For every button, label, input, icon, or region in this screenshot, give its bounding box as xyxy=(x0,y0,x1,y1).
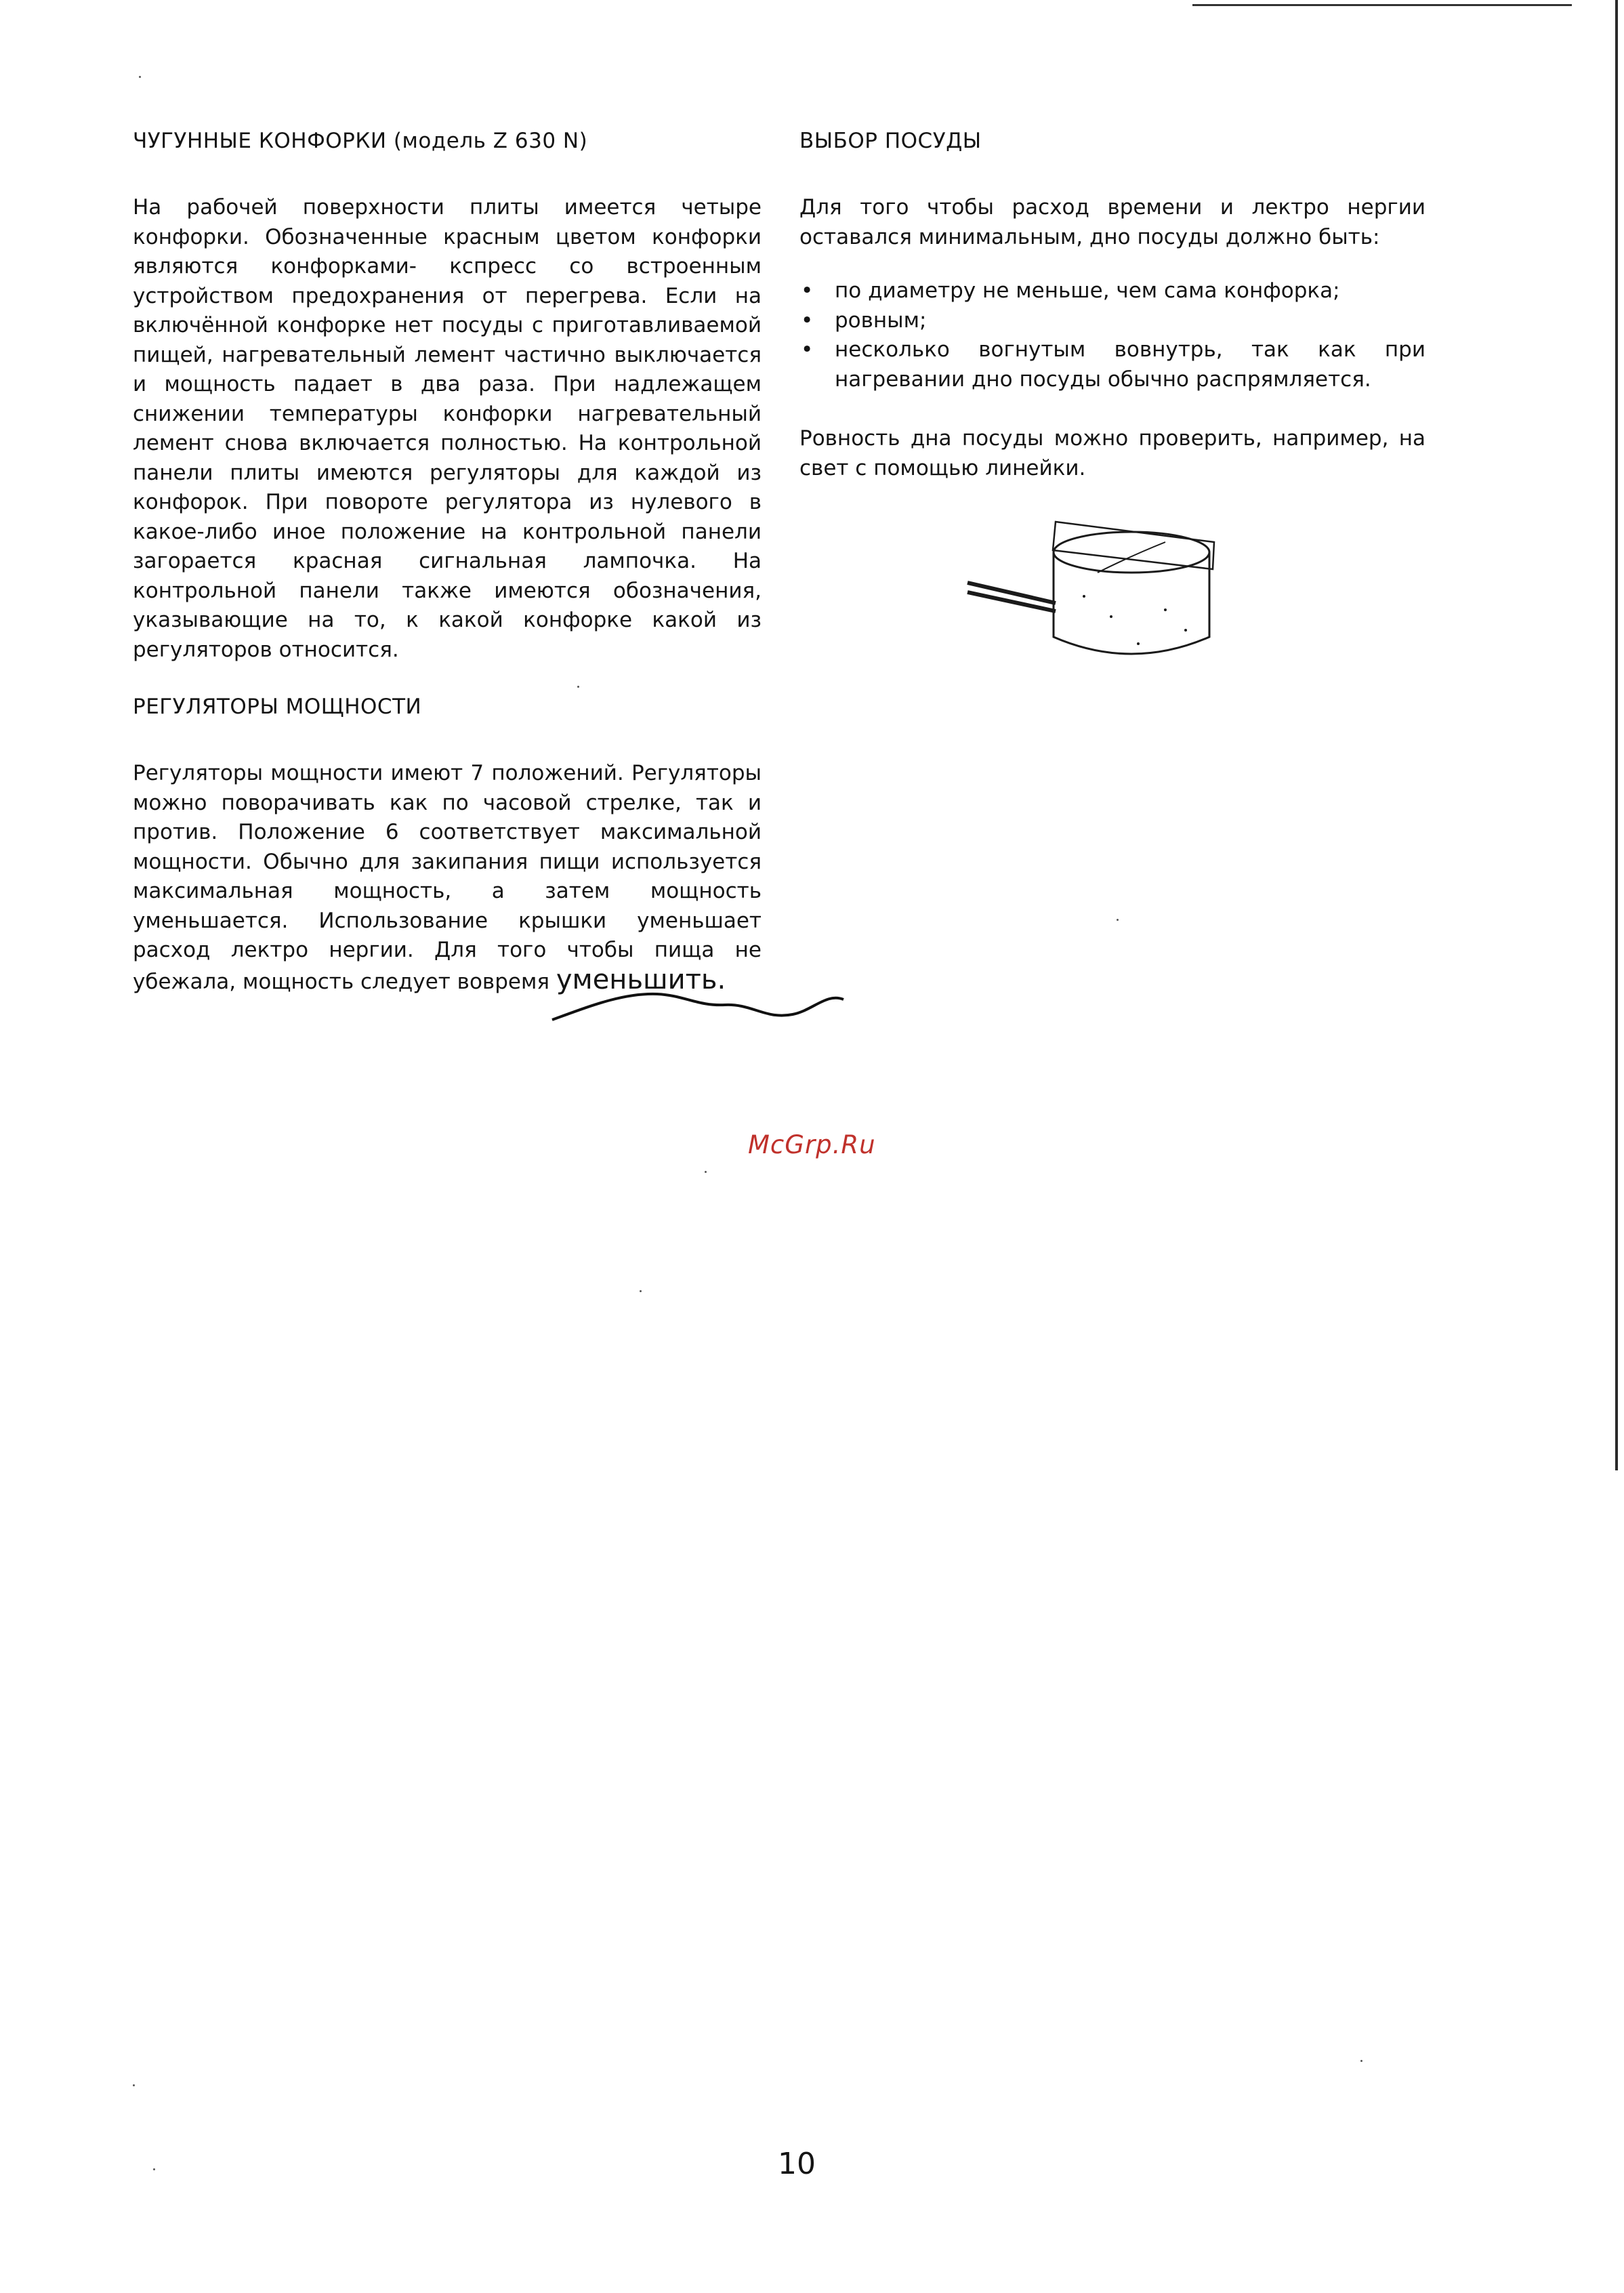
section-heading-cast-iron-burners: ЧУГУННЫЕ КОНФОРКИ (модель Z 630 N) xyxy=(133,129,588,153)
scan-speck xyxy=(640,1290,642,1292)
right-column xyxy=(799,129,1425,513)
watermark: McGrp.Ru xyxy=(748,1130,876,1159)
scan-speck xyxy=(1360,2060,1362,2062)
scan-edge xyxy=(1615,0,1618,1470)
paragraph-power-regulators-last-word: уменьшить. xyxy=(556,964,726,995)
paragraph-cast-iron-burners: На рабочей поверхности плиты имеется четыре конфорки. Обозначенные красным цветом конфорки являются конфорками- кспресс со встроенным устройством предохранения от перегрева. Если на включённой конфорке нет посуды с приготавливаемой пищей, нагревательный лемент частично выключается и мощность падает в два раза. При надлежащем снижении температуры конфорки нагревательный лемент снова включается полностью. На контрольной панели плиты имеются регуляторы для каждой из конфорок. При повороте регулятора из нулевого в какое-либо иное положение на контрольной панели загорается красная сигнальная лампочка. На контрольной панели также имеются обозначения, указывающие на то, к какой конфорке какой из регуляторов относится. xyxy=(133,195,762,662)
top-rule xyxy=(1192,4,1572,6)
list-item: • несколько вогнутым вовнутрь, так как при нагревании дно посуды обычно распрямляется. xyxy=(799,335,1425,394)
paragraph-cookware-check: Ровность дна посуды можно проверить, например, на свет с помощью линейки. xyxy=(799,426,1425,480)
scan-speck xyxy=(577,686,579,688)
scan-speck xyxy=(133,2084,135,2086)
handwritten-underline xyxy=(549,979,847,1033)
page-number: 10 xyxy=(778,2147,816,2181)
paragraph-power-regulators-text: Регуляторы мощности имеют 7 положений. Регуляторы можно поворачивать как по часовой стрелке, так и против. Положение 6 соответствует максимальной мощности. Обычно для закипания пищи используется максимальная мощность, а затем мощность уменьшается. Использование крышки уменьшает расход лектро нергии. Для того чтобы пища не убежала, мощность следует вовремя xyxy=(133,761,762,994)
paragraph-power-regulators xyxy=(133,759,762,997)
scan-speck xyxy=(139,76,141,78)
scan-speck xyxy=(153,2168,155,2170)
section-heading-cookware: ВЫБОР ПОСУДЫ xyxy=(799,129,982,153)
left-column xyxy=(133,129,762,1027)
list-item: • по диаметру не меньше, чем сама конфорка; xyxy=(799,276,1425,306)
scan-speck xyxy=(1117,919,1119,921)
pot-with-ruler-illustration xyxy=(962,515,1233,671)
cookware-requirements-list xyxy=(799,276,1425,394)
section-heading-power-regulators: РЕГУЛЯТОРЫ МОЩНОСТИ xyxy=(133,695,422,720)
list-item: • ровным; xyxy=(799,306,1425,336)
paragraph-cookware-intro: Для того чтобы расход времени и лектро нергии оставался минимальным, дно посуды должно быть: xyxy=(799,195,1425,249)
scan-speck xyxy=(705,1171,707,1173)
